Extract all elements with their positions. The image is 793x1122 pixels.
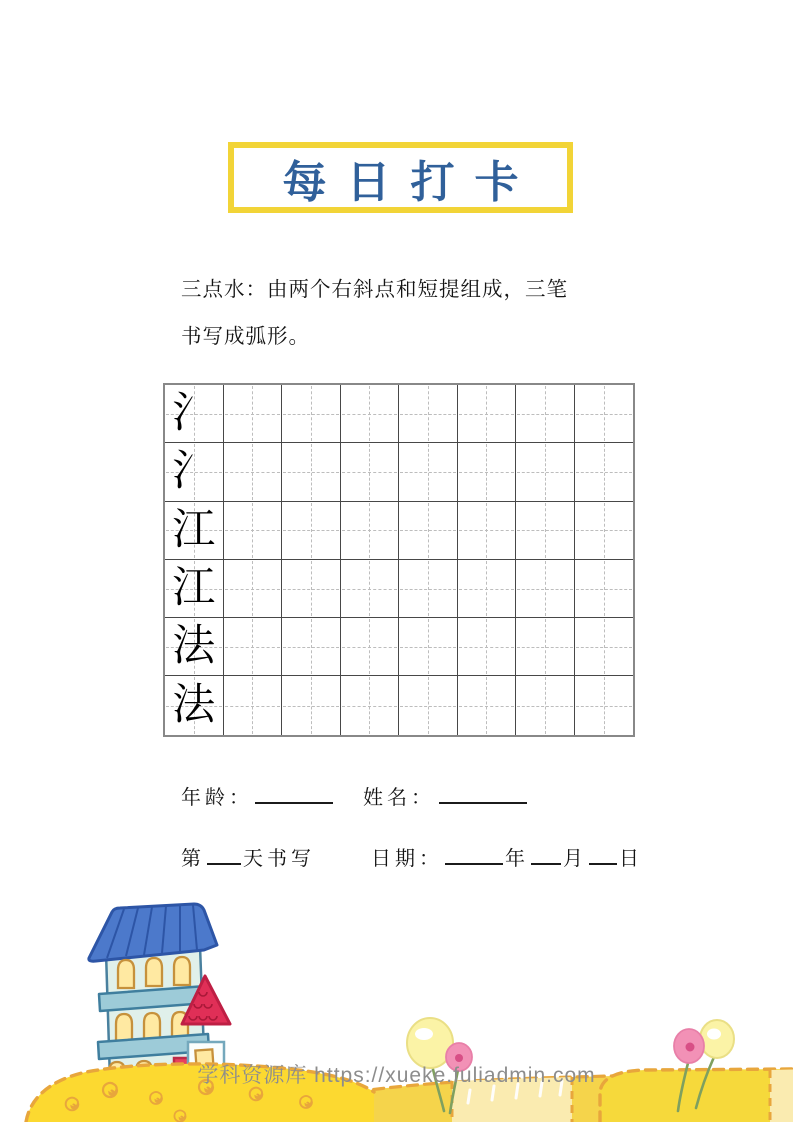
practice-cell [516, 618, 575, 676]
model-character: 法 [172, 623, 216, 671]
practice-cell [282, 443, 341, 501]
model-character-cell [165, 502, 224, 560]
practice-cell [399, 618, 458, 676]
practice-cell [516, 502, 575, 560]
name-blank-line [439, 782, 527, 804]
practice-cell [224, 502, 283, 560]
practice-cell [282, 502, 341, 560]
practice-cell [575, 502, 634, 560]
instruction-text [181, 266, 621, 360]
practice-cell [516, 443, 575, 501]
practice-cell [575, 618, 634, 676]
model-character-cell [165, 385, 224, 443]
practice-cell [224, 618, 283, 676]
watermark-text: 学科资源库 https://xueke.fuliadmin.com [197, 1064, 596, 1087]
practice-cell [575, 560, 634, 618]
practice-cell [341, 560, 400, 618]
year-blank-line [445, 843, 503, 865]
practice-cell [341, 618, 400, 676]
practice-cell [575, 676, 634, 734]
practice-cell [458, 618, 517, 676]
window-icon [118, 957, 190, 988]
instruction-line-1: 三点水：由两个右斜点和短提组成，三笔 [181, 278, 568, 301]
practice-cell [224, 443, 283, 501]
month-blank-line [531, 843, 561, 865]
practice-cell [224, 385, 283, 443]
model-character: 江 [172, 506, 216, 554]
practice-cell [282, 618, 341, 676]
date-blank-line [589, 843, 617, 865]
practice-cell [575, 385, 634, 443]
practice-cell [458, 560, 517, 618]
practice-cell [282, 560, 341, 618]
date-label: 日期： [371, 848, 443, 870]
practice-cell [399, 676, 458, 734]
practice-cell [399, 385, 458, 443]
age-label: 年龄： [181, 787, 253, 809]
instruction-line-2: 书写成弧形。 [181, 325, 310, 348]
day-count-blank-line [207, 843, 241, 865]
practice-cell [224, 560, 283, 618]
model-character: 氵 [172, 448, 216, 496]
practice-cell [341, 676, 400, 734]
practice-grid [163, 383, 635, 737]
month-label: 月 [563, 848, 587, 870]
page-title: 每日打卡 [282, 157, 539, 207]
day-count-suffix: 天书写 [243, 848, 315, 870]
practice-cell [516, 676, 575, 734]
title-banner [228, 142, 573, 213]
form-row-date [181, 842, 643, 871]
practice-cell [399, 443, 458, 501]
practice-cell [224, 676, 283, 734]
model-character: 江 [172, 565, 216, 613]
practice-cell [516, 385, 575, 443]
model-character-cell [165, 560, 224, 618]
form-row-identity [181, 781, 529, 810]
model-character-cell [165, 443, 224, 501]
practice-cell [282, 676, 341, 734]
day-count-prefix: 第 [181, 848, 205, 870]
practice-cell [341, 385, 400, 443]
practice-cell [575, 443, 634, 501]
practice-cell [458, 443, 517, 501]
name-label: 姓名： [363, 787, 435, 809]
practice-cell [399, 560, 458, 618]
practice-cell [458, 385, 517, 443]
model-character: 氵 [172, 390, 216, 438]
model-character-cell [165, 676, 224, 734]
year-label: 年 [505, 848, 529, 870]
model-character: 法 [172, 682, 216, 730]
practice-cell [282, 385, 341, 443]
model-character-cell [165, 618, 224, 676]
practice-cell [458, 676, 517, 734]
practice-cell [458, 502, 517, 560]
practice-cell [399, 502, 458, 560]
practice-cell [341, 502, 400, 560]
practice-cell [341, 443, 400, 501]
date-char-label: 日 [619, 848, 643, 870]
age-blank-line [255, 782, 333, 804]
practice-cell [516, 560, 575, 618]
